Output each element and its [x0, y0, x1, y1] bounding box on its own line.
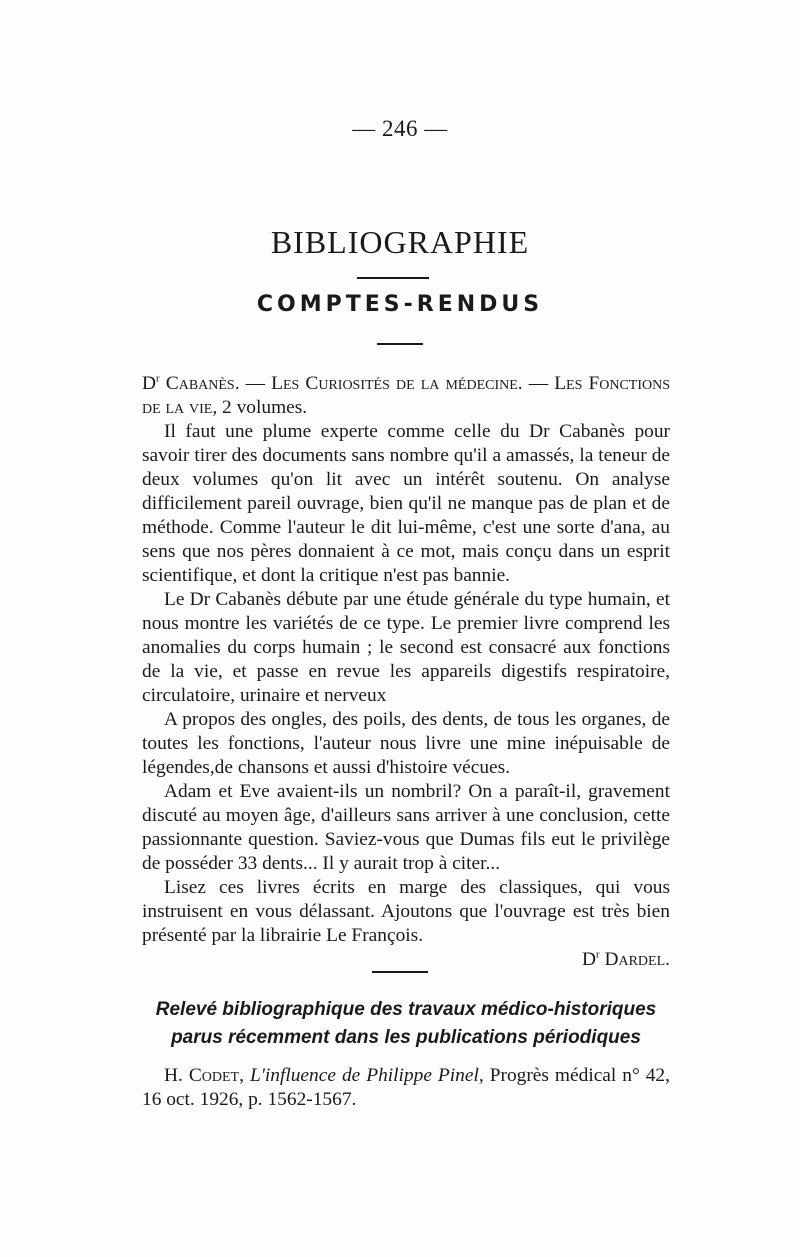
- review-paragraph: Il faut une plume experte comme celle du Dr Cabanès pour savoir tirer des documents sans nombre qu'il a amassés, la teneur de deux volumes qu'on lit avec un intérêt soutenu. On analyse difficilement pareil ouvrage, bien qu'il ne manque pas de plan et de méthode. Comme l'auteur le dit lui-même, c'est une sorte d'ana, au sens que nos pères donnaient à ce mot, mais conçu dans un esprit scientifique, et dont la critique n'est pas bannie.: [142, 421, 670, 586]
- review-paragraph: Le Dr Cabanès débute par une étude générale du type humain, et nous montre les variétés de ce type. Le premier livre comprend les anomalies du corps humain ; le second est consacré aux fonctions de la vie, et passe en revue les appareils digestifs respiratoire, circulatoire, urinaire et nerveux: [142, 589, 670, 706]
- review-paragraph: Adam et Eve avaient-ils un nombril? On a paraît-il, gravement discuté au moyen âge, d'ailleurs sans arriver à une conclusion, cette passionnante question. Saviez-vous que Dumas fils eut le privilège de posséder 33 dents... Il y aurait trop à citer...: [142, 781, 670, 874]
- divider-rule: [377, 343, 423, 345]
- signature-name: Dardel.: [604, 949, 670, 970]
- signature-sup: r: [595, 948, 600, 961]
- review-author-name: Cabanès.: [165, 373, 240, 394]
- signature-prefix: D: [581, 949, 596, 970]
- review-signature: [142, 948, 670, 972]
- citation-entry: [142, 1064, 670, 1112]
- releve-title-line: parus récemment dans les publications périodiques: [171, 1027, 641, 1048]
- review-paragraph: A propos des ongles, des poils, des dents, de tous les organes, de toutes les fonctions, l'auteur nous livre une mine inépuisable de légendes,de chansons et aussi d'histoire vécues.: [142, 709, 670, 778]
- divider-rule: [357, 277, 429, 279]
- page-number: — 246 —: [352, 116, 448, 141]
- releve-title: [142, 996, 670, 1052]
- review-paragraph: Lisez ces livres écrits en marge des classiques, qui vous instruisent en vous délassant. Ajoutons que l'ouvrage est très bien présenté par la librairie Le François.: [142, 877, 670, 946]
- review-title-2: Les Fonctions de la vie,: [142, 373, 671, 418]
- citation-author: H. Codet,: [164, 1065, 244, 1086]
- section-heading: BIBLIOGRAPHIE: [270, 224, 530, 260]
- subsection-heading: COMPTES-RENDUS: [256, 292, 544, 317]
- review-reference: [142, 372, 670, 420]
- review-dash: —: [239, 373, 272, 394]
- citation-details: Progrès médical n° 42, 16 oct. 1926, p. 1562-1567.: [142, 1065, 670, 1110]
- review-author-prefix: D: [142, 373, 157, 394]
- releve-title-line: Relevé bibliographique des travaux médico-historiques: [155, 999, 657, 1020]
- citation-title: L'influence de Philippe Pinel,: [249, 1065, 484, 1086]
- review-block: [142, 372, 670, 972]
- review-author-sup: r: [156, 372, 160, 385]
- review-dash: —: [522, 373, 555, 394]
- review-title-1: Les Curiosités de la médecine.: [271, 373, 523, 394]
- divider-rule: [372, 971, 428, 973]
- review-volumes: 2 volumes.: [217, 397, 308, 418]
